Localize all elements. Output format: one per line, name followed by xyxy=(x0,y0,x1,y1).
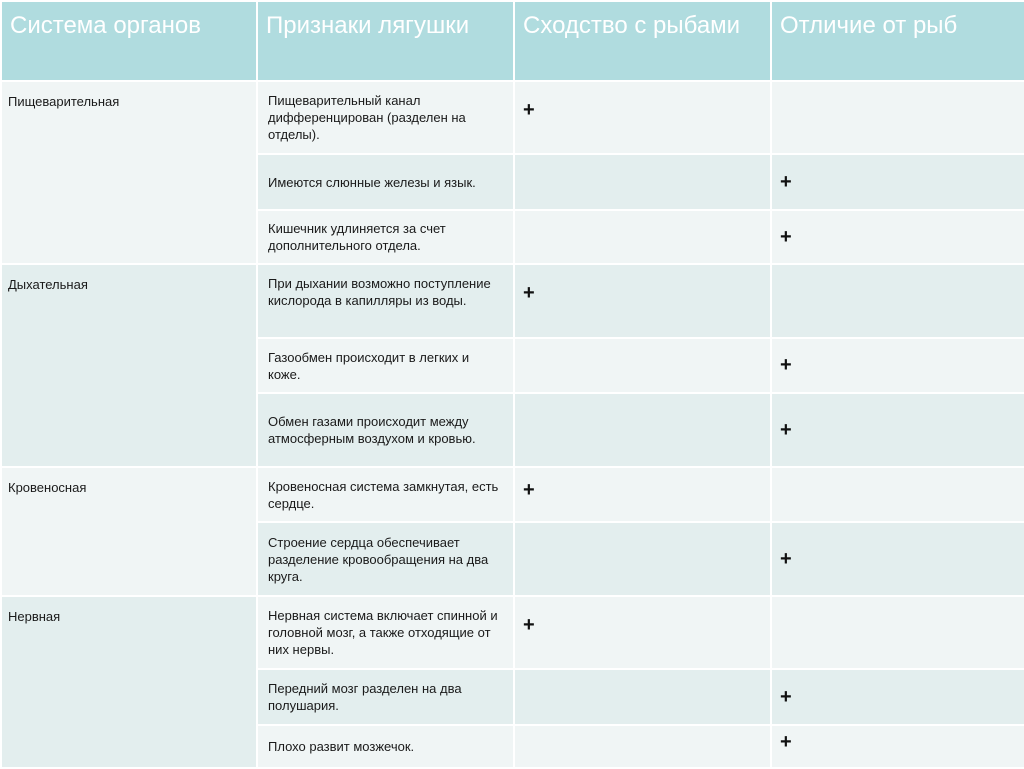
difference-cell xyxy=(771,596,1024,669)
header-system: Система органов xyxy=(1,1,257,81)
system-cell: Нервная xyxy=(1,596,257,768)
table-row xyxy=(1,596,1024,669)
feature-cell: Плохо развит мозжечок. xyxy=(257,725,514,768)
similarity-cell xyxy=(514,522,771,596)
system-cell: Кровеносная xyxy=(1,467,257,596)
similarity-cell xyxy=(514,338,771,393)
difference-cell: + xyxy=(771,725,1024,768)
similarity-cell xyxy=(514,210,771,264)
similarity-cell: + xyxy=(514,467,771,522)
table-row xyxy=(1,264,1024,338)
feature-cell: Обмен газами происходит между атмосферным воздухом и кровью. xyxy=(257,393,514,467)
difference-cell: + xyxy=(771,522,1024,596)
difference-cell: + xyxy=(771,338,1024,393)
similarity-cell xyxy=(514,669,771,725)
feature-cell: При дыхании возможно поступление кислорода в капилляры из воды. xyxy=(257,264,514,338)
feature-cell: Строение сердца обеспечивает разделение кровообращения на два круга. xyxy=(257,522,514,596)
feature-cell: Пищеварительный канал дифференцирован (разделен на отделы). xyxy=(257,81,514,154)
similarity-cell xyxy=(514,154,771,210)
difference-cell: + xyxy=(771,154,1024,210)
similarity-cell: + xyxy=(514,264,771,338)
feature-cell: Газообмен происходит в легких и коже. xyxy=(257,338,514,393)
difference-cell: + xyxy=(771,669,1024,725)
similarity-cell: + xyxy=(514,81,771,154)
table-row xyxy=(1,81,1024,154)
feature-cell: Нервная система включает спинной и головной мозг, а также отходящие от них нервы. xyxy=(257,596,514,669)
difference-cell xyxy=(771,81,1024,154)
similarity-cell xyxy=(514,393,771,467)
similarity-cell: + xyxy=(514,596,771,669)
difference-cell xyxy=(771,467,1024,522)
difference-cell xyxy=(771,264,1024,338)
similarity-cell xyxy=(514,725,771,768)
feature-cell: Кровеносная система замкнутая, есть сердце. xyxy=(257,467,514,522)
feature-cell: Имеются слюнные железы и язык. xyxy=(257,154,514,210)
feature-cell: Кишечник удлиняется за счет дополнительного отдела. xyxy=(257,210,514,264)
header-similarity: Сходство с рыбами xyxy=(514,1,771,81)
system-cell: Дыхательная xyxy=(1,264,257,467)
difference-cell: + xyxy=(771,393,1024,467)
header-difference: Отличие от рыб xyxy=(771,1,1024,81)
system-cell: Пищеварительная xyxy=(1,81,257,264)
header-row xyxy=(1,1,1024,81)
table-row xyxy=(1,467,1024,522)
difference-cell: + xyxy=(771,210,1024,264)
header-features: Признаки лягушки xyxy=(257,1,514,81)
feature-cell: Передний мозг разделен на два полушария. xyxy=(257,669,514,725)
